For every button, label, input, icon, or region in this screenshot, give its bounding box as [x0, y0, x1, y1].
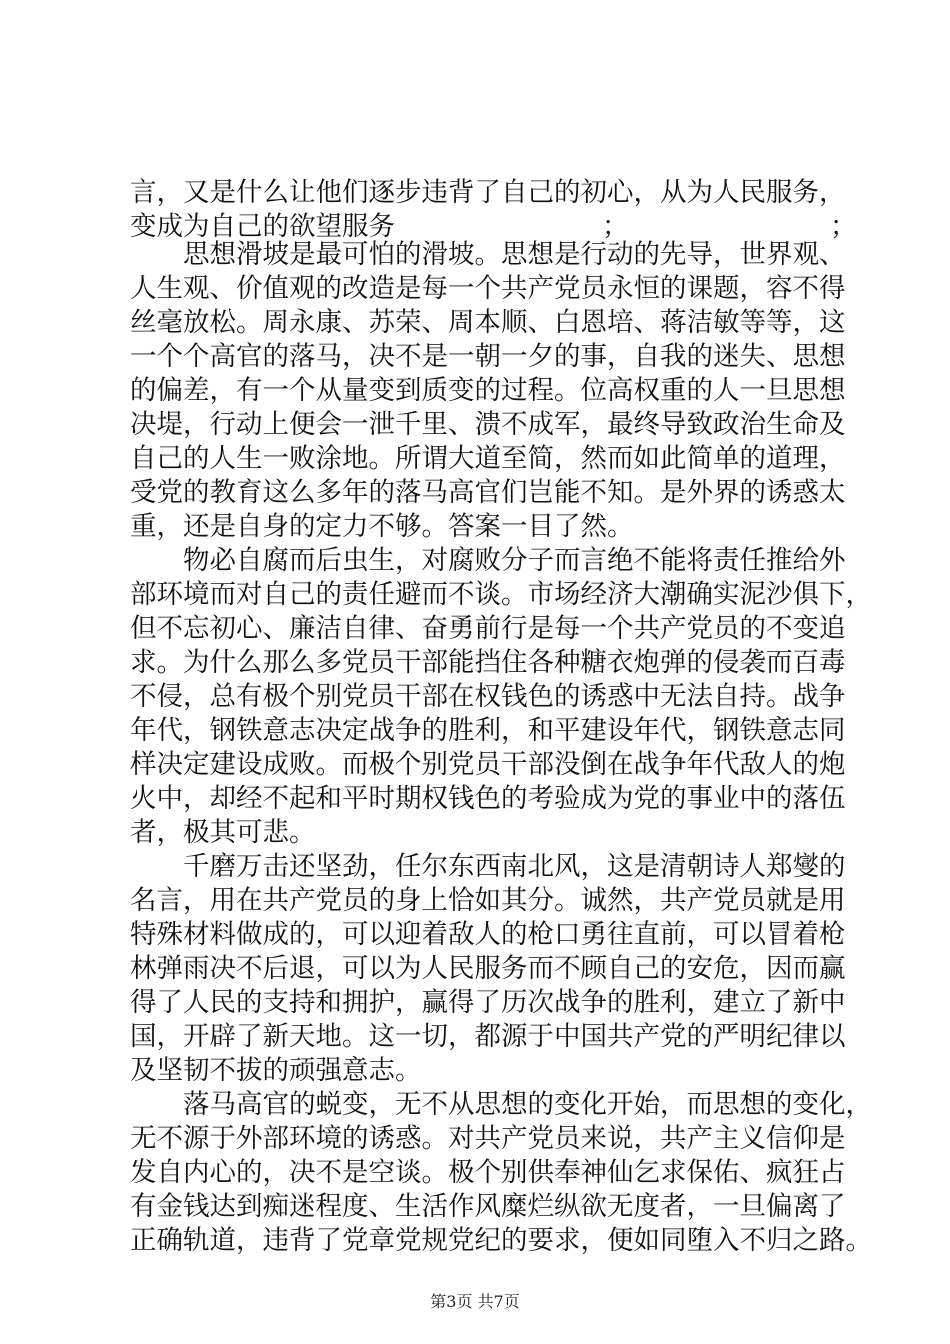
paragraph-line: 求。为什么那么多党员干部能挡住各种糖衣炮弹的侵袭而百毒: [130, 647, 846, 678]
semicolon-mark-1: ；: [602, 211, 629, 242]
paragraph-line: 受党的教育这么多年的落马高官们岂能不知。是外界的诱惑太: [130, 477, 846, 508]
paragraph-line: 物必自腐而后虫生，对腐败分子而言绝不能将责任推给外: [183, 545, 846, 576]
intro-line-2-text: 变成为自己的欲望服务: [130, 211, 395, 242]
paragraph-line: 部环境而对自己的责任避而不谈。市场经济大潮确实泥沙俱下，: [130, 579, 872, 610]
paragraph-line: 及坚韧不拔的顽强意志。: [130, 1055, 422, 1086]
intro-fragment: [130, 176, 857, 244]
paragraph-line: 的偏差，有一个从量变到质变的过程。位高权重的人一旦思想: [130, 375, 846, 406]
paragraph-line: 不侵，总有极个别党员干部在权钱色的诱惑中无法自持。战争: [130, 681, 846, 712]
paragraph-4: [130, 1088, 872, 1258]
intro-line-1: 言，又是什么让他们逐步违背了自己的初心，从为人民服务，: [130, 177, 846, 208]
page-number-label: 第3页 共7页: [430, 1292, 520, 1311]
paragraph-line: 火中，却经不起和平时期权钱色的考验成为党的事业中的落伍: [130, 783, 846, 814]
paragraph-line: 丝毫放松。周永康、苏荣、周本顺、白恩培、蒋洁敏等等，这: [130, 307, 846, 338]
paragraph-line: 自己的人生一败涂地。所谓大道至简，然而如此简单的道理，: [130, 443, 846, 474]
paragraph-1: [130, 238, 846, 544]
paragraph-line: 落马高官的蜕变，无不从思想的变化开始，而思想的变化，: [183, 1089, 872, 1120]
paragraph-line: 有金钱达到痴迷程度、生活作风糜烂纵欲无度者，一旦偏离了: [130, 1191, 846, 1222]
paragraph-line: 正确轨道，违背了党章党规党纪的要求，便如同堕入不归之路。: [130, 1225, 872, 1256]
body-paragraphs: [130, 238, 872, 1258]
paragraph-3: [130, 850, 846, 1088]
paragraph-2: [130, 544, 872, 850]
paragraph-line: 一个个高官的落马，决不是一朝一夕的事，自我的迷失、思想: [130, 341, 846, 372]
page-footer: [0, 1292, 950, 1312]
paragraph-line: 国，开辟了新天地。这一切，都源于中国共产党的严明纪律以: [130, 1021, 846, 1052]
paragraph-line: 决堤，行动上便会一泄千里、溃不成军，最终导致政治生命及: [130, 409, 846, 440]
paragraph-line: 千磨万击还坚劲，任尔东西南北风，这是清朝诗人郑燮的: [183, 851, 846, 882]
paragraph-line: 名言，用在共产党员的身上恰如其分。诚然，共产党员就是用: [130, 885, 846, 916]
paragraph-line: 特殊材料做成的，可以迎着敌人的枪口勇往直前，可以冒着枪: [130, 919, 846, 950]
paragraph-line: 思想滑坡是最可怕的滑坡。思想是行动的先导，世界观、: [183, 239, 846, 270]
paragraph-line: 重，还是自身的定力不够。答案一目了然。: [130, 511, 634, 542]
paragraph-line: 无不源于外部环境的诱惑。对共产党员来说，共产主义信仰是: [130, 1123, 846, 1154]
paragraph-line: 但不忘初心、廉洁自律、奋勇前行是每一个共产党员的不变追: [130, 613, 846, 644]
paragraph-line: 者，极其可悲。: [130, 817, 316, 848]
paragraph-line: 林弹雨决不后退，可以为人民服务而不顾自己的安危，因而赢: [130, 953, 846, 984]
paragraph-line: 发自内心的，决不是空谈。极个别供奉神仙乞求保佑、疯狂占: [130, 1157, 846, 1188]
paragraph-line: 得了人民的支持和拥护，赢得了历次战争的胜利，建立了新中: [130, 987, 846, 1018]
semicolon-mark-2: ；: [830, 211, 857, 242]
paragraph-line: 样决定建设成败。而极个别党员干部没倒在战争年代敌人的炮: [130, 749, 846, 780]
paragraph-line: 人生观、价值观的改造是每一个共产党员永恒的课题，容不得: [130, 273, 846, 304]
paragraph-line: 年代，钢铁意志决定战争的胜利，和平建设年代，钢铁意志同: [130, 715, 846, 746]
